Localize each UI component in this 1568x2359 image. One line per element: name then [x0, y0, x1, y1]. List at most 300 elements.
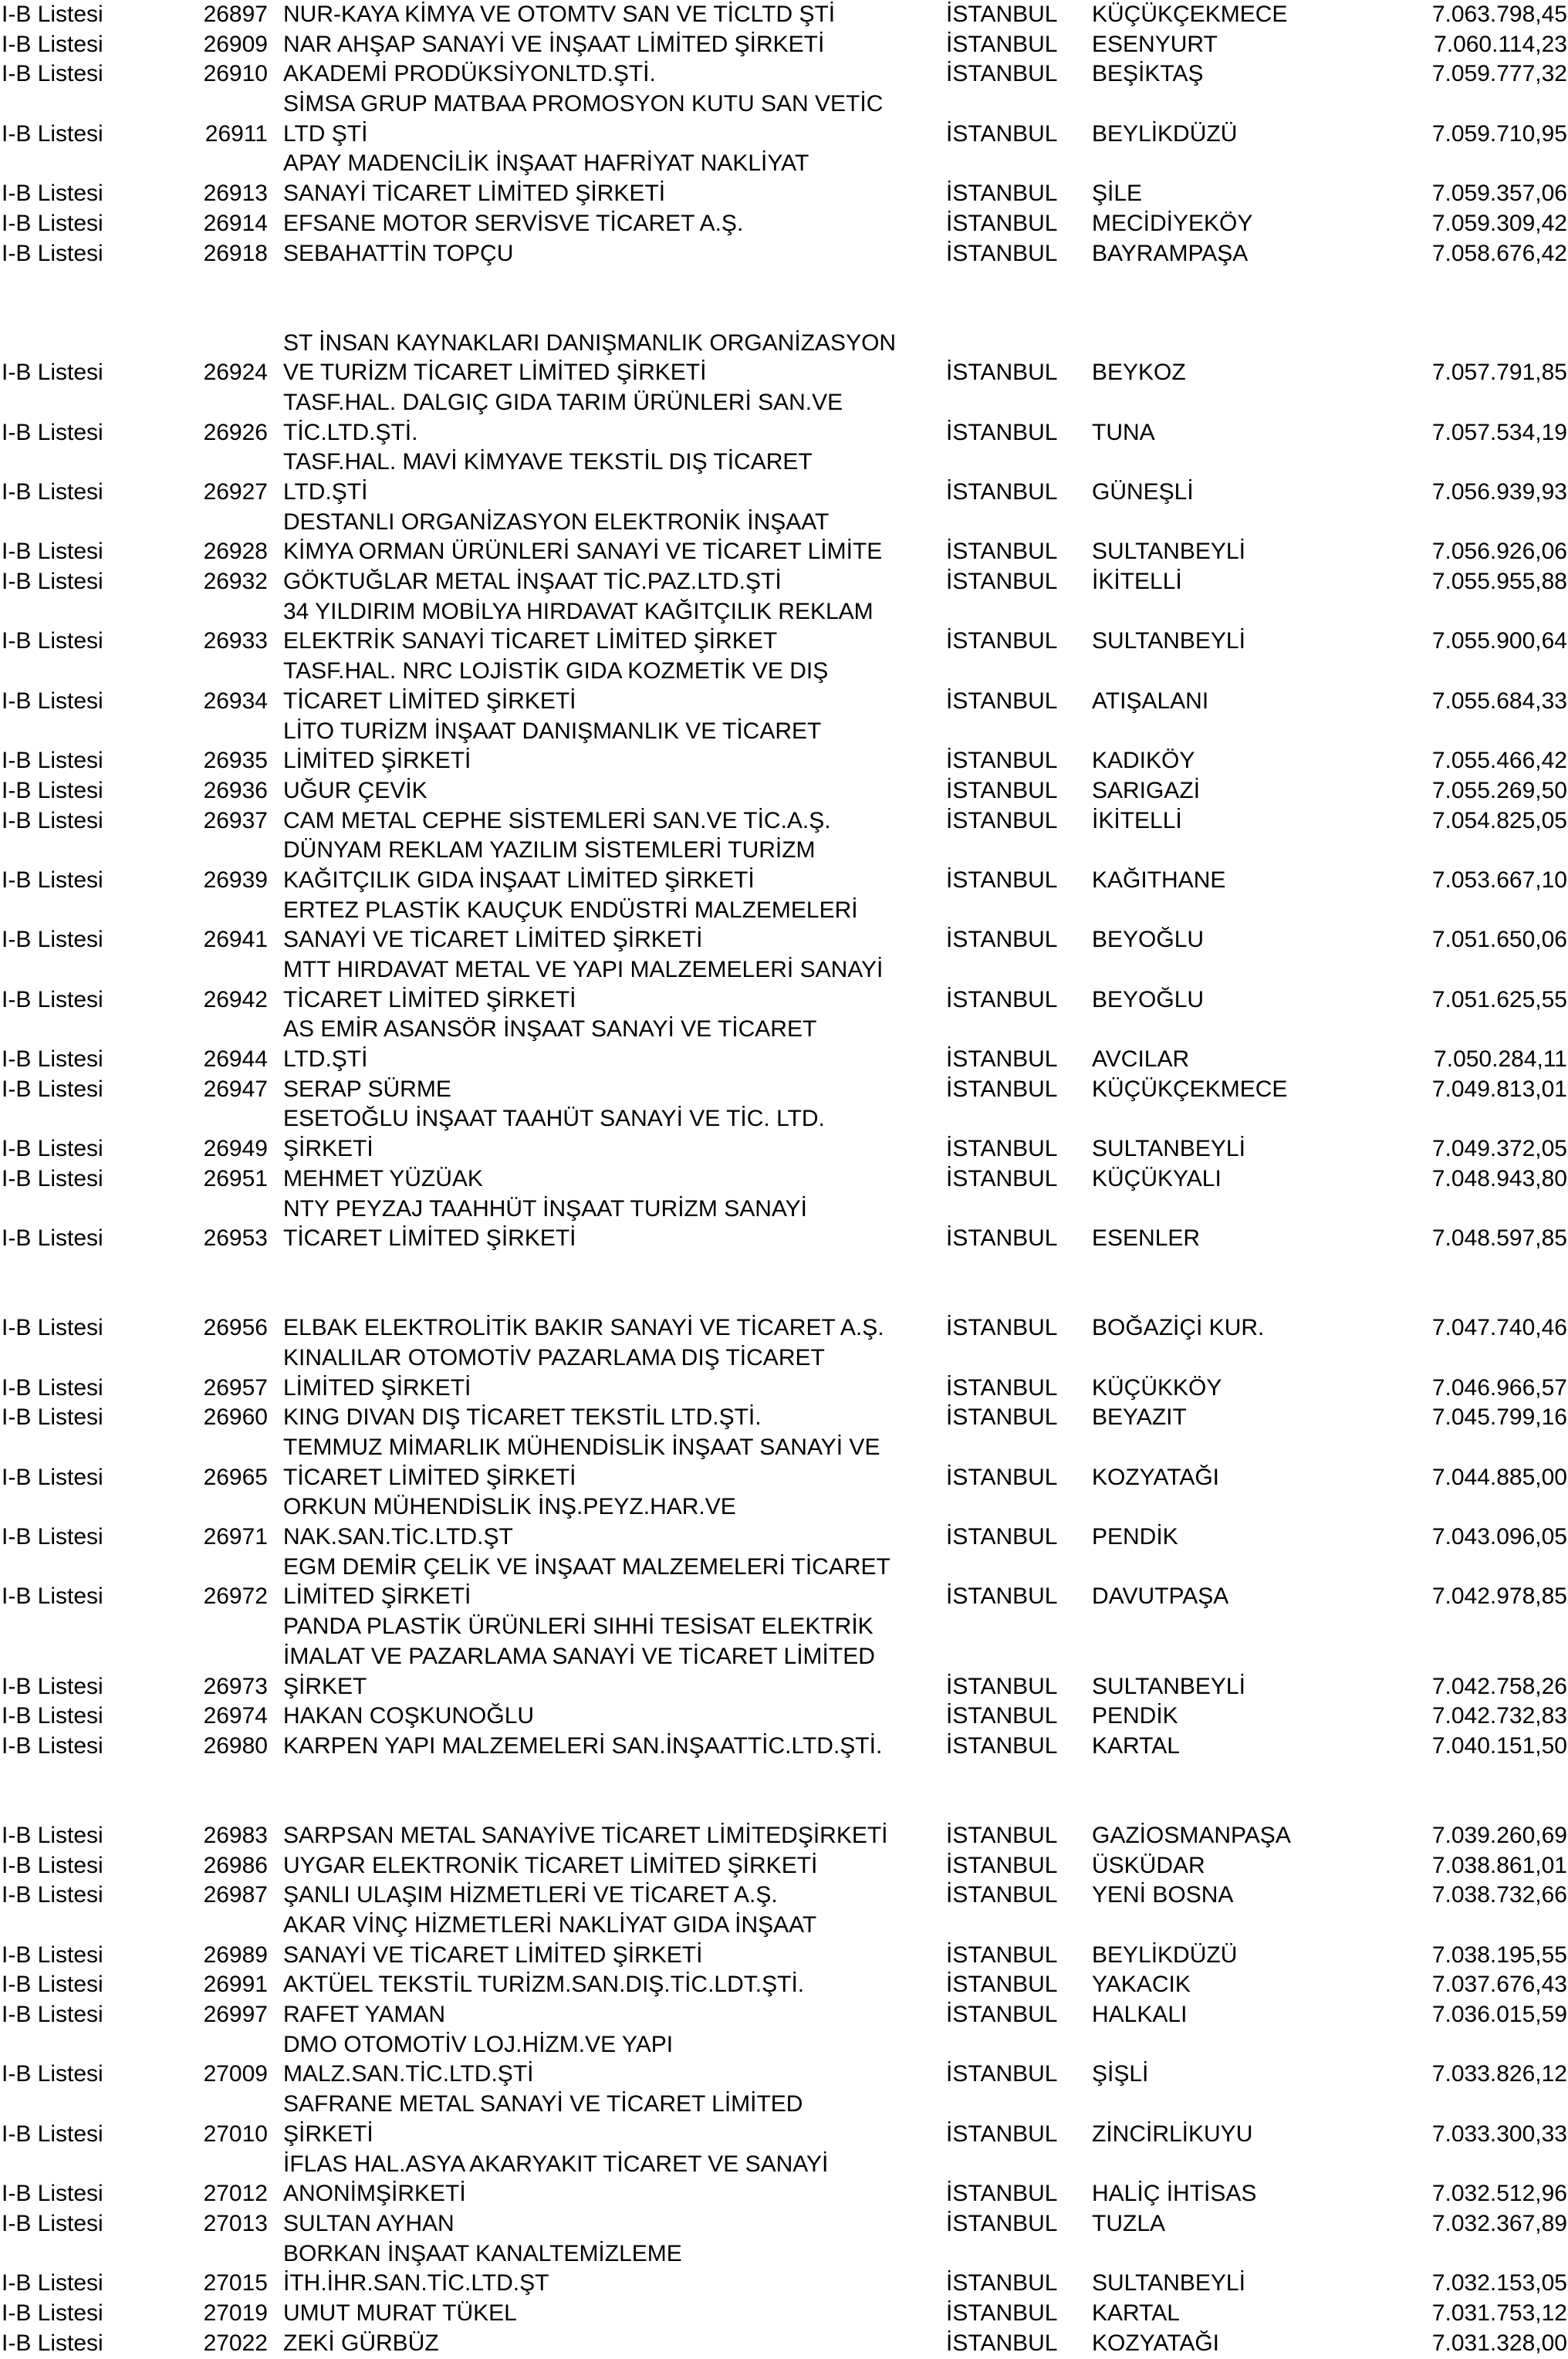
row-number-cell: 26974	[203, 1703, 268, 1729]
district-cell: KOZYATAĞI	[1092, 1464, 1220, 1490]
company-name-cell: NAR AHŞAP SANAYİ VE İNŞAAT LİMİTED ŞİRKETİ	[283, 31, 825, 57]
row-number-cell: 26989	[203, 1942, 268, 1968]
row-number-cell: 27015	[203, 2270, 268, 2296]
table-row	[0, 806, 1568, 836]
district-cell: SARIGAZİ	[1092, 777, 1201, 803]
amount-cell: 7.055.269,50	[1431, 777, 1567, 803]
row-number-cell: 26932	[203, 569, 268, 595]
district-cell: MECİDİYEKÖY	[1092, 210, 1253, 236]
amount-cell: 7.048.943,80	[1431, 1165, 1567, 1191]
company-name-cell: RAFET YAMAN	[283, 2002, 446, 2028]
table-row	[0, 1821, 1568, 1851]
table-row	[0, 1523, 1568, 1553]
amount-cell: 7.042.978,85	[1431, 1583, 1567, 1610]
city-cell: İSTANBUL	[946, 1076, 1058, 1102]
district-cell: BOĞAZİÇİ KUR.	[1092, 1315, 1265, 1341]
table-row	[0, 239, 1568, 269]
list-label-cell: I-B Listesi	[2, 2330, 103, 2356]
company-name-cell: ZEKİ GÜRBÜZ	[283, 2330, 439, 2356]
company-name-wrap-cell: ESETOĞLU İNŞAAT TAAHÜT SANAYİ VE TİC. LTD.	[283, 1106, 825, 1132]
row-group	[0, 329, 1568, 1254]
list-label-cell: I-B Listesi	[2, 1136, 103, 1162]
company-name-wrap-cell: AKAR VİNÇ HİZMETLERİ NAKLİYAT GIDA İNŞAAT	[283, 1912, 817, 1938]
row-number-cell: 27010	[203, 2121, 268, 2147]
company-name-cell: SULTAN AYHAN	[283, 2210, 455, 2236]
city-cell: İSTANBUL	[946, 181, 1058, 207]
table-row	[0, 2209, 1568, 2239]
amount-cell: 7.056.939,93	[1431, 479, 1567, 505]
company-name-cell: AKTÜEL TEKSTİL TURİZM.SAN.DIŞ.TİC.LDT.ŞTİ.	[283, 1972, 805, 1998]
list-label-cell: I-B Listesi	[2, 1225, 103, 1252]
company-name-cell: SEBAHATTİN TOPÇU	[283, 240, 514, 266]
city-cell: İSTANBUL	[946, 2121, 1058, 2147]
company-name-cell: LTD ŞTİ	[283, 120, 368, 147]
district-cell: KARTAL	[1092, 1732, 1180, 1759]
table-row	[0, 746, 1568, 776]
company-name-cell: İTH.İHR.SAN.TİC.LTD.ŞT	[283, 2270, 549, 2296]
amount-cell: 7.063.798,45	[1431, 2, 1567, 27]
list-label-cell: I-B Listesi	[2, 1942, 103, 1968]
district-cell: GAZİOSMANPAŞA	[1092, 1822, 1291, 1848]
list-label-cell: I-B Listesi	[2, 1852, 103, 1878]
amount-cell: 7.056.926,06	[1431, 539, 1567, 565]
district-cell: İKİTELLİ	[1092, 569, 1182, 595]
city-cell: İSTANBUL	[946, 1136, 1058, 1162]
company-name-wrap-line	[0, 2239, 1568, 2269]
row-number-cell: 27019	[203, 2300, 268, 2326]
company-name-wrap-line	[0, 1612, 1568, 1642]
row-number-cell: 26960	[203, 1404, 268, 1431]
district-cell: AVCILAR	[1092, 1046, 1190, 1073]
company-name-cell: HAKAN COŞKUNOĞLU	[283, 1703, 535, 1729]
company-name-cell: KARPEN YAPI MALZEMELERİ SAN.İNŞAATTİC.LTD.ŞTİ.	[283, 1732, 883, 1759]
company-name-cell: GÖKTUĞLAR METAL İNŞAAT TİC.PAZ.LTD.ŞTİ	[283, 569, 782, 595]
amount-cell: 7.031.328,00	[1431, 2330, 1567, 2356]
row-group	[0, 1821, 1568, 2358]
company-name-wrap-cell: 34 YILDIRIM MOBİLYA HIRDAVAT KAĞITÇILIK REKLAM	[283, 598, 874, 624]
city-cell: İSTANBUL	[946, 688, 1058, 714]
district-cell: BEYLİKDÜZÜ	[1092, 120, 1238, 147]
district-cell: BEŞİKTAŞ	[1092, 61, 1204, 87]
company-name-cell: LTD.ŞTİ	[283, 479, 368, 505]
row-group	[0, 1313, 1568, 1761]
district-cell: BEYLİKDÜZÜ	[1092, 1942, 1238, 1968]
company-name-wrap-line	[0, 836, 1568, 866]
district-cell: KADIKÖY	[1092, 748, 1195, 774]
company-name-cell: SANAYİ TİCARET LİMİTED ŞİRKETİ	[283, 181, 666, 207]
table-row	[0, 30, 1568, 60]
list-label-cell: I-B Listesi	[2, 2270, 103, 2296]
company-name-wrap-cell: KINALILAR OTOMOTİV PAZARLAMA DIŞ TİCARET	[283, 1344, 825, 1370]
city-cell: İSTANBUL	[946, 1673, 1058, 1699]
district-cell: KARTAL	[1092, 2300, 1180, 2326]
company-name-wrap-line	[0, 1015, 1568, 1045]
company-name-wrap-line	[0, 2030, 1568, 2060]
company-name-wrap-cell: NTY PEYZAJ TAAHHÜT İNŞAAT TURİZM SANAYİ	[283, 1195, 808, 1222]
district-cell: ESENYURT	[1092, 31, 1218, 57]
table-row	[0, 776, 1568, 806]
amount-cell: 7.032.153,05	[1431, 2270, 1567, 2296]
district-cell: TUZLA	[1092, 2210, 1166, 2236]
company-name-wrap-line	[0, 2090, 1568, 2120]
amount-cell: 7.055.955,88	[1431, 569, 1567, 595]
company-name-wrap-line	[0, 1642, 1568, 1672]
company-name-cell: ŞİRKET	[283, 1673, 367, 1699]
company-name-cell: UMUT MURAT TÜKEL	[283, 2300, 517, 2326]
amount-cell: 7.046.966,57	[1431, 1374, 1567, 1401]
company-name-cell: TİCARET LİMİTED ŞİRKETİ	[283, 688, 576, 714]
row-number-cell: 26965	[203, 1464, 268, 1490]
table-row	[0, 1075, 1568, 1105]
row-number-cell: 26971	[203, 1524, 268, 1550]
district-cell: SULTANBEYLİ	[1092, 1136, 1245, 1162]
table-row	[0, 866, 1568, 896]
city-cell: İSTANBUL	[946, 419, 1058, 445]
list-label-cell: I-B Listesi	[2, 181, 103, 207]
city-cell: İSTANBUL	[946, 1464, 1058, 1490]
company-name-cell: MEHMET YÜZÜAK	[283, 1165, 483, 1191]
company-name-wrap-cell: SAFRANE METAL SANAYİ VE TİCARET LİMİTED	[283, 2091, 803, 2117]
list-label-cell: I-B Listesi	[2, 927, 103, 953]
row-number-cell: 26927	[203, 479, 268, 505]
row-number-cell: 27009	[203, 2061, 268, 2087]
list-label-cell: I-B Listesi	[2, 2181, 103, 2207]
table-row	[0, 2299, 1568, 2329]
table-row	[0, 687, 1568, 717]
row-number-cell: 26949	[203, 1136, 268, 1162]
district-cell: ESENLER	[1092, 1225, 1201, 1252]
company-name-cell: VE TURİZM TİCARET LİMİTED ŞİRKETİ	[283, 360, 707, 386]
city-cell: İSTANBUL	[946, 2300, 1058, 2326]
city-cell: İSTANBUL	[946, 1972, 1058, 1998]
district-cell: ATIŞALANI	[1092, 688, 1209, 714]
district-cell: SULTANBEYLİ	[1092, 628, 1245, 654]
company-name-cell: ELBAK ELEKTROLİTİK BAKIR SANAYİ VE TİCARET A.Ş.	[283, 1315, 884, 1341]
table-row	[0, 1702, 1568, 1732]
list-label-cell: I-B Listesi	[2, 1464, 103, 1490]
company-name-wrap-cell: DMO OTOMOTİV LOJ.HİZM.VE YAPI	[283, 2031, 674, 2057]
company-name-cell: SANAYİ VE TİCARET LİMİTED ŞİRKETİ	[283, 1942, 703, 1968]
district-cell: KOZYATAĞI	[1092, 2330, 1220, 2356]
company-name-wrap-line	[0, 508, 1568, 538]
company-name-cell: LİMİTED ŞİRKETİ	[283, 1374, 471, 1401]
table-row	[0, 1582, 1568, 1612]
row-number-cell: 27013	[203, 2210, 268, 2236]
amount-cell: 7.049.813,01	[1431, 1076, 1567, 1102]
city-cell: İSTANBUL	[946, 2002, 1058, 2028]
list-label-cell: I-B Listesi	[2, 1673, 103, 1699]
amount-cell: 7.057.534,19	[1431, 419, 1567, 445]
row-number-cell: 26910	[203, 61, 268, 87]
amount-cell: 7.055.684,33	[1431, 688, 1567, 714]
company-name-wrap-line	[0, 1195, 1568, 1225]
company-name-wrap-cell: DÜNYAM REKLAM YAZILIM SİSTEMLERİ TURİZM	[283, 837, 816, 864]
district-cell: İKİTELLİ	[1092, 807, 1182, 833]
city-cell: İSTANBUL	[946, 2210, 1058, 2236]
district-cell: KAĞITHANE	[1092, 867, 1226, 893]
city-cell: İSTANBUL	[946, 120, 1058, 147]
company-name-wrap-cell: TEMMUZ MİMARLIK MÜHENDİSLİK İNŞAAT SANAYİ VE	[283, 1435, 880, 1461]
list-label-cell: I-B Listesi	[2, 688, 103, 714]
company-name-cell: LİMİTED ŞİRKETİ	[283, 1583, 471, 1610]
amount-cell: 7.049.372,05	[1431, 1136, 1567, 1162]
list-label-cell: I-B Listesi	[2, 867, 103, 893]
amount-cell: 7.045.799,16	[1431, 1404, 1567, 1431]
district-cell: SULTANBEYLİ	[1092, 1673, 1245, 1699]
table-row	[0, 2329, 1568, 2359]
table-row	[0, 209, 1568, 239]
city-cell: İSTANBUL	[946, 867, 1058, 893]
amount-cell: 7.059.357,06	[1431, 181, 1567, 207]
table-row	[0, 1881, 1568, 1911]
table-row	[0, 358, 1568, 388]
district-cell: KÜÇÜKKÖY	[1092, 1374, 1222, 1401]
amount-cell: 7.038.861,01	[1431, 1852, 1567, 1878]
company-name-cell: NAK.SAN.TİC.LTD.ŞT	[283, 1524, 513, 1550]
list-label-cell: I-B Listesi	[2, 628, 103, 654]
amount-cell: 7.058.676,42	[1431, 240, 1567, 266]
table-row	[0, 120, 1568, 150]
city-cell: İSTANBUL	[946, 1942, 1058, 1968]
amount-cell: 7.038.195,55	[1431, 1942, 1567, 1968]
company-name-wrap-line	[0, 448, 1568, 478]
row-number-cell: 26944	[203, 1046, 268, 1073]
amount-cell: 7.039.260,69	[1431, 1822, 1567, 1848]
district-cell: BEYOĞLU	[1092, 927, 1205, 953]
district-cell: SULTANBEYLİ	[1092, 2270, 1245, 2296]
amount-cell: 7.047.740,46	[1431, 1315, 1567, 1341]
city-cell: İSTANBUL	[946, 1315, 1058, 1341]
table-row	[0, 1970, 1568, 2000]
table-row	[0, 478, 1568, 508]
amount-cell: 7.059.309,42	[1431, 210, 1567, 236]
row-number-cell: 26973	[203, 1673, 268, 1699]
row-number-cell: 26913	[203, 181, 268, 207]
company-name-cell: UĞUR ÇEVİK	[283, 777, 427, 803]
company-name-wrap-line	[0, 597, 1568, 627]
row-number-cell: 26911	[204, 120, 268, 147]
list-label-cell: I-B Listesi	[2, 539, 103, 565]
row-number-cell: 26914	[203, 210, 268, 236]
company-name-wrap-cell: TASF.HAL. DALGIÇ GIDA TARIM ÜRÜNLERİ SAN.VE	[283, 389, 843, 415]
amount-cell: 7.053.667,10	[1431, 867, 1567, 893]
company-name-cell: UYGAR ELEKTRONİK TİCARET LİMİTED ŞİRKETİ	[283, 1852, 818, 1878]
amount-cell: 7.032.512,96	[1431, 2181, 1567, 2207]
table-row	[0, 1941, 1568, 1971]
company-name-wrap-cell: TASF.HAL. MAVİ KİMYAVE TEKSTİL DIŞ TİCARET	[283, 449, 813, 475]
district-cell: BEYKOZ	[1092, 360, 1186, 386]
table-row	[0, 2179, 1568, 2209]
company-name-cell: TİC.LTD.ŞTİ.	[283, 419, 418, 445]
table-row	[0, 1851, 1568, 1881]
list-label-cell: I-B Listesi	[2, 1882, 103, 1908]
amount-cell: 7.042.732,83	[1431, 1703, 1567, 1729]
amount-cell: 7.043.096,05	[1431, 1524, 1567, 1550]
company-name-wrap-cell: MTT HIRDAVAT METAL VE YAPI MALZEMELERİ SANAYİ	[283, 957, 884, 983]
list-label-cell: I-B Listesi	[2, 1404, 103, 1431]
city-cell: İSTANBUL	[946, 1225, 1058, 1252]
row-number-cell: 26935	[203, 748, 268, 774]
list-label-cell: I-B Listesi	[2, 1046, 103, 1073]
city-cell: İSTANBUL	[946, 539, 1058, 565]
city-cell: İSTANBUL	[946, 1583, 1058, 1610]
list-label-cell: I-B Listesi	[2, 1972, 103, 1998]
company-name-wrap-line	[0, 90, 1568, 120]
company-name-cell: ŞANLI ULAŞIM HİZMETLERİ VE TİCARET A.Ş.	[283, 1882, 778, 1908]
district-cell: KÜÇÜKÇEKMECE	[1092, 2, 1288, 27]
district-cell: SULTANBEYLİ	[1092, 539, 1245, 565]
city-cell: İSTANBUL	[946, 1046, 1058, 1073]
company-name-wrap-cell: APAY MADENCİLİK İNŞAAT HAFRİYAT NAKLİYAT	[283, 150, 809, 177]
company-name-wrap-cell: SİMSA GRUP MATBAA PROMOSYON KUTU SAN VETİC	[283, 91, 884, 117]
city-cell: İSTANBUL	[946, 31, 1058, 57]
company-name-cell: KING DIVAN DIŞ TİCARET TEKSTİL LTD.ŞTİ.	[283, 1404, 762, 1431]
city-cell: İSTANBUL	[946, 1882, 1058, 1908]
city-cell: İSTANBUL	[946, 2061, 1058, 2087]
company-name-wrap-line	[0, 388, 1568, 418]
table-row	[0, 1732, 1568, 1762]
row-number-cell: 26957	[203, 1374, 268, 1401]
district-cell: GÜNEŞLİ	[1092, 479, 1194, 505]
row-number-cell: 26937	[203, 807, 268, 833]
company-name-cell: TİCARET LİMİTED ŞİRKETİ	[283, 1225, 576, 1252]
city-cell: İSTANBUL	[946, 360, 1058, 386]
table-row	[0, 925, 1568, 955]
company-name-cell: LİMİTED ŞİRKETİ	[283, 748, 471, 774]
city-cell: İSTANBUL	[946, 2270, 1058, 2296]
list-label-cell: I-B Listesi	[2, 1703, 103, 1729]
row-number-cell: 27022	[203, 2330, 268, 2356]
table-row	[0, 59, 1568, 90]
district-cell: ZİNCİRLİKUYU	[1092, 2121, 1253, 2147]
company-name-cell: NUR-KAYA KİMYA VE OTOMTV SAN VE TİCLTD ŞTİ	[283, 2, 836, 27]
company-name-wrap-cell: AS EMİR ASANSÖR İNŞAAT SANAYİ VE TİCARET	[283, 1016, 817, 1043]
row-number-cell: 26972	[203, 1583, 268, 1610]
list-label-cell: I-B Listesi	[2, 2300, 103, 2326]
company-name-cell: SARPSAN METAL SANAYİVE TİCARET LİMİTEDŞİRKETİ	[283, 1822, 888, 1848]
list-label-cell: I-B Listesi	[2, 2121, 103, 2147]
amount-cell: 7.032.367,89	[1431, 2210, 1567, 2236]
row-number-cell: 26986	[203, 1852, 268, 1878]
city-cell: İSTANBUL	[946, 61, 1058, 87]
table-row	[0, 537, 1568, 567]
list-label-cell: I-B Listesi	[2, 777, 103, 803]
company-name-cell: KAĞITÇILIK GIDA İNŞAAT LİMİTED ŞİRKETİ	[283, 867, 755, 893]
table-row	[0, 1463, 1568, 1493]
list-label-cell: I-B Listesi	[2, 1165, 103, 1191]
company-name-wrap-line	[0, 657, 1568, 687]
list-label-cell: I-B Listesi	[2, 2, 103, 27]
city-cell: İSTANBUL	[946, 1852, 1058, 1878]
list-label-cell: I-B Listesi	[2, 61, 103, 87]
row-number-cell: 26951	[203, 1165, 268, 1191]
company-name-wrap-cell: LİTO TURİZM İNŞAAT DANIŞMANLIK VE TİCARET	[283, 718, 822, 744]
row-number-cell: 26980	[203, 1732, 268, 1759]
company-name-cell: SERAP SÜRME	[283, 1076, 451, 1102]
amount-cell: 7.031.753,12	[1431, 2300, 1567, 2326]
city-cell: İSTANBUL	[946, 2330, 1058, 2356]
company-name-wrap-line	[0, 1343, 1568, 1374]
list-label-cell: I-B Listesi	[2, 240, 103, 266]
district-cell: PENDİK	[1092, 1524, 1178, 1550]
district-cell: HALİÇ İHTİSAS	[1092, 2181, 1257, 2207]
list-label-cell: I-B Listesi	[2, 2002, 103, 2028]
city-cell: İSTANBUL	[946, 210, 1058, 236]
district-cell: TUNA	[1092, 419, 1155, 445]
district-cell: KÜÇÜKYALI	[1092, 1165, 1222, 1191]
list-label-cell: I-B Listesi	[2, 2210, 103, 2236]
company-name-wrap-cell: TASF.HAL. NRC LOJİSTİK GIDA KOZMETİK VE DIŞ	[283, 658, 829, 684]
amount-cell: 7.048.597,85	[1431, 1225, 1567, 1252]
amount-cell: 7.055.466,42	[1431, 748, 1567, 774]
district-cell: ÜSKÜDAR	[1092, 1852, 1205, 1878]
row-number-cell: 27012	[203, 2181, 268, 2207]
row-number-cell: 26928	[203, 539, 268, 565]
city-cell: İSTANBUL	[946, 777, 1058, 803]
city-cell: İSTANBUL	[946, 1732, 1058, 1759]
company-name-cell: MALZ.SAN.TİC.LTD.ŞTİ	[283, 2061, 534, 2087]
row-number-cell: 26987	[203, 1882, 268, 1908]
company-name-wrap-cell: EGM DEMİR ÇELİK VE İNŞAAT MALZEMELERİ TİCARET	[283, 1553, 890, 1580]
table-row	[0, 1672, 1568, 1702]
table-row	[0, 1374, 1568, 1404]
company-name-cell: ŞİRKETİ	[283, 1136, 373, 1162]
table-row	[0, 179, 1568, 209]
list-label-cell: I-B Listesi	[2, 807, 103, 833]
row-number-cell: 26933	[203, 628, 268, 654]
table-row	[0, 985, 1568, 1016]
list-label-cell: I-B Listesi	[2, 31, 103, 57]
table-row	[0, 1134, 1568, 1164]
list-label-cell: I-B Listesi	[2, 2061, 103, 2087]
table-row	[0, 1224, 1568, 1254]
list-label-cell: I-B Listesi	[2, 419, 103, 445]
company-name-wrap-line	[0, 1492, 1568, 1523]
city-cell: İSTANBUL	[946, 1524, 1058, 1550]
row-number-cell: 26924	[203, 360, 268, 386]
table-row	[0, 1403, 1568, 1433]
city-cell: İSTANBUL	[946, 628, 1058, 654]
company-name-wrap-line	[0, 896, 1568, 926]
company-name-cell: ELEKTRİK SANAYİ TİCARET LİMİTED ŞİRKET	[283, 628, 778, 654]
list-label-cell: I-B Listesi	[2, 1524, 103, 1550]
amount-cell: 7.059.710,95	[1431, 120, 1567, 147]
company-name-wrap-line	[0, 1911, 1568, 1941]
company-name-wrap-line	[0, 329, 1568, 359]
city-cell: İSTANBUL	[946, 1404, 1058, 1431]
list-label-cell: I-B Listesi	[2, 1583, 103, 1610]
amount-cell: 7.059.777,32	[1431, 61, 1567, 87]
table-row	[0, 627, 1568, 657]
amount-cell: 7.036.015,59	[1431, 2002, 1567, 2028]
list-label-cell: I-B Listesi	[2, 748, 103, 774]
row-number-cell: 26926	[203, 419, 268, 445]
company-name-cell: ANONİMŞİRKETİ	[283, 2181, 466, 2207]
city-cell: İSTANBUL	[946, 1703, 1058, 1729]
table-row	[0, 418, 1568, 448]
row-number-cell: 26909	[203, 31, 268, 57]
company-name-cell: KİMYA ORMAN ÜRÜNLERİ SANAYİ VE TİCARET LİMİTE	[283, 539, 883, 565]
row-number-cell: 26942	[203, 986, 268, 1012]
amount-cell: 7.033.300,33	[1431, 2121, 1567, 2147]
row-number-cell: 26997	[203, 2002, 268, 2028]
company-name-cell: LTD.ŞTİ	[283, 1046, 368, 1073]
list-label-cell: I-B Listesi	[2, 210, 103, 236]
row-number-cell: 26947	[203, 1076, 268, 1102]
list-label-cell: I-B Listesi	[2, 1822, 103, 1848]
table-row	[0, 1164, 1568, 1195]
amount-cell: 7.044.885,00	[1431, 1464, 1567, 1490]
